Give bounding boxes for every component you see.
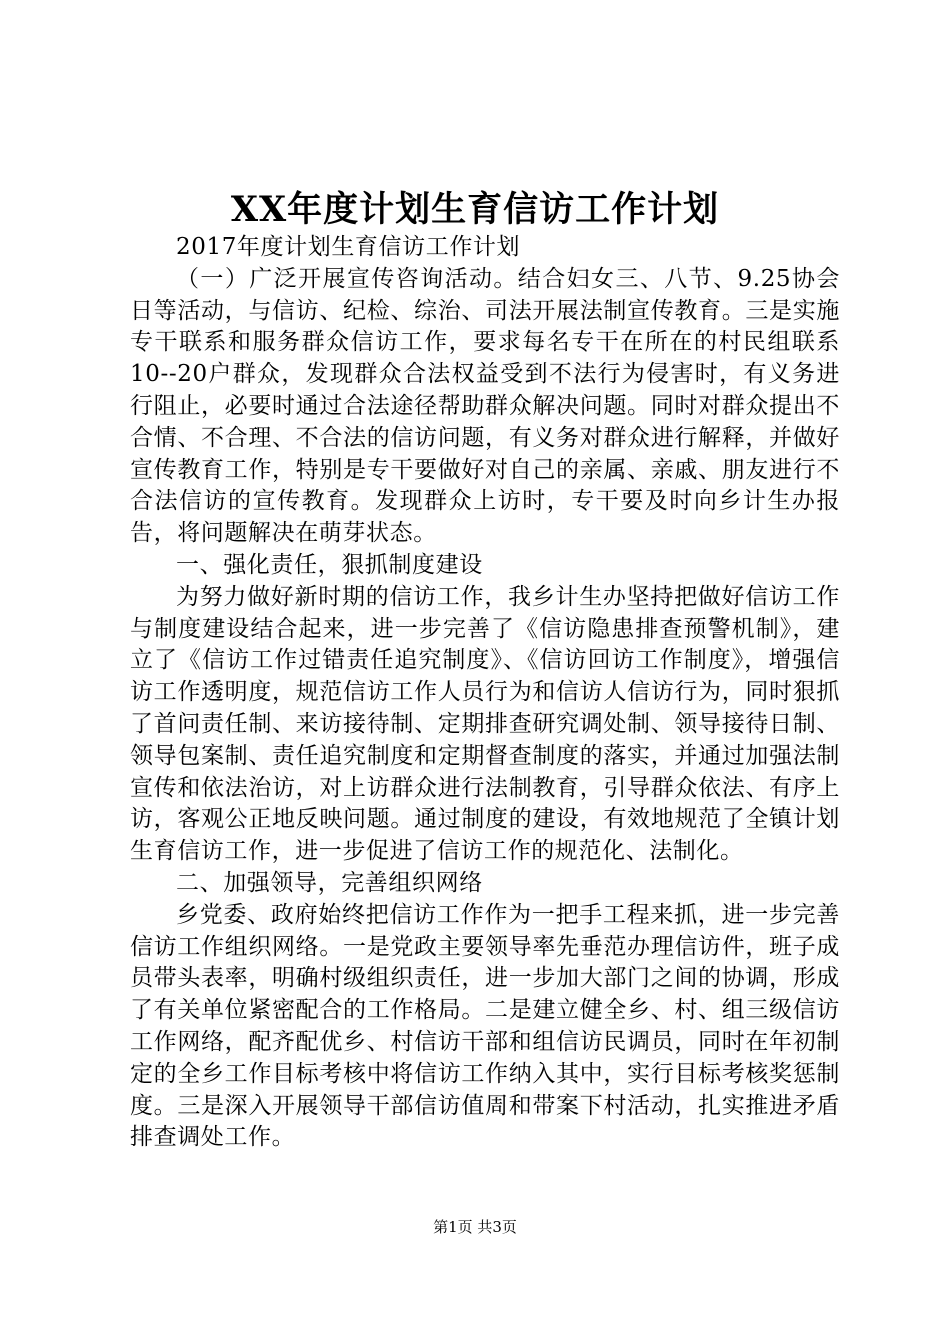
paragraph-organization-network: 乡党委、政府始终把信访工作作为一把手工程来抓，进一步完善信访工作组织网络。一是党政主要领导率先垂范办理信访件，班子成员带头表率，明确村级组织责任，进一步加大部门之间的协调，形成了有关单位紧密配合的工作格局。二是建立健全乡、村、组三级信访工作网络，配齐配优乡、村信访干部和组信访民调员，同时在年初制定的全乡工作目标考核中将信访工作纳入其中，实行目标考核奖惩制度。三是深入开展领导干部信访值周和带案下村活动，扎实推进矛盾排查调处工作。	[130, 901, 840, 1151]
subtitle-paragraph: 2017年度计划生育信访工作计划	[176, 234, 521, 260]
page-footer: 第1页 共3页	[433, 1218, 517, 1236]
section-heading-responsibility: 一、强化责任，狠抓制度建设	[176, 551, 483, 578]
section-heading-leadership: 二、加强领导，完善组织网络	[176, 869, 483, 896]
paragraph-system-building: 为努力做好新时期的信访工作，我乡计生办坚持把做好信访工作与制度建设结合起来，进一步完善了《信访隐患排查预警机制》，建立了《信访工作过错责任追究制度》、《信访回访工作制度》，增强信访工作透明度，规范信访工作人员行为和信访人信访行为，同时狠抓了首问责任制、来访接待制、定期排查研究调处制、领导接待日制、领导包案制、责任追究制度和定期督查制度的落实，并通过加强法制宣传和依法治访，对上访群众进行法制教育，引导群众依法、有序上访，客观公正地反映问题。通过制度的建设，有效地规范了全镇计划生育信访工作，进一步促进了信访工作的规范化、法制化。	[130, 583, 840, 865]
paragraph-publicity: （一）广泛开展宣传咨询活动。结合妇女三、八节、9.25协会日等活动，与信访、纪检、综治、司法开展法制宣传教育。三是实施专干联系和服务群众信访工作，要求每名专干在所在的村民组联系10--20户群众，发现群众合法权益受到不法行为侵害时，有义务进行阻止，必要时通过合法途径帮助群众解决问题。同时对群众提出不合情、不合理、不合法的信访问题，有义务对群众进行解释，并做好宣传教育工作，特别是专干要做好对自己的亲属、亲戚、朋友进行不合法信访的宣传教育。发现群众上访时，专干要及时向乡计生办报告，将问题解决在萌芽状态。	[130, 265, 840, 547]
document-title: XX年度计划生育信访工作计划	[230, 189, 720, 230]
document-body	[130, 232, 840, 1154]
